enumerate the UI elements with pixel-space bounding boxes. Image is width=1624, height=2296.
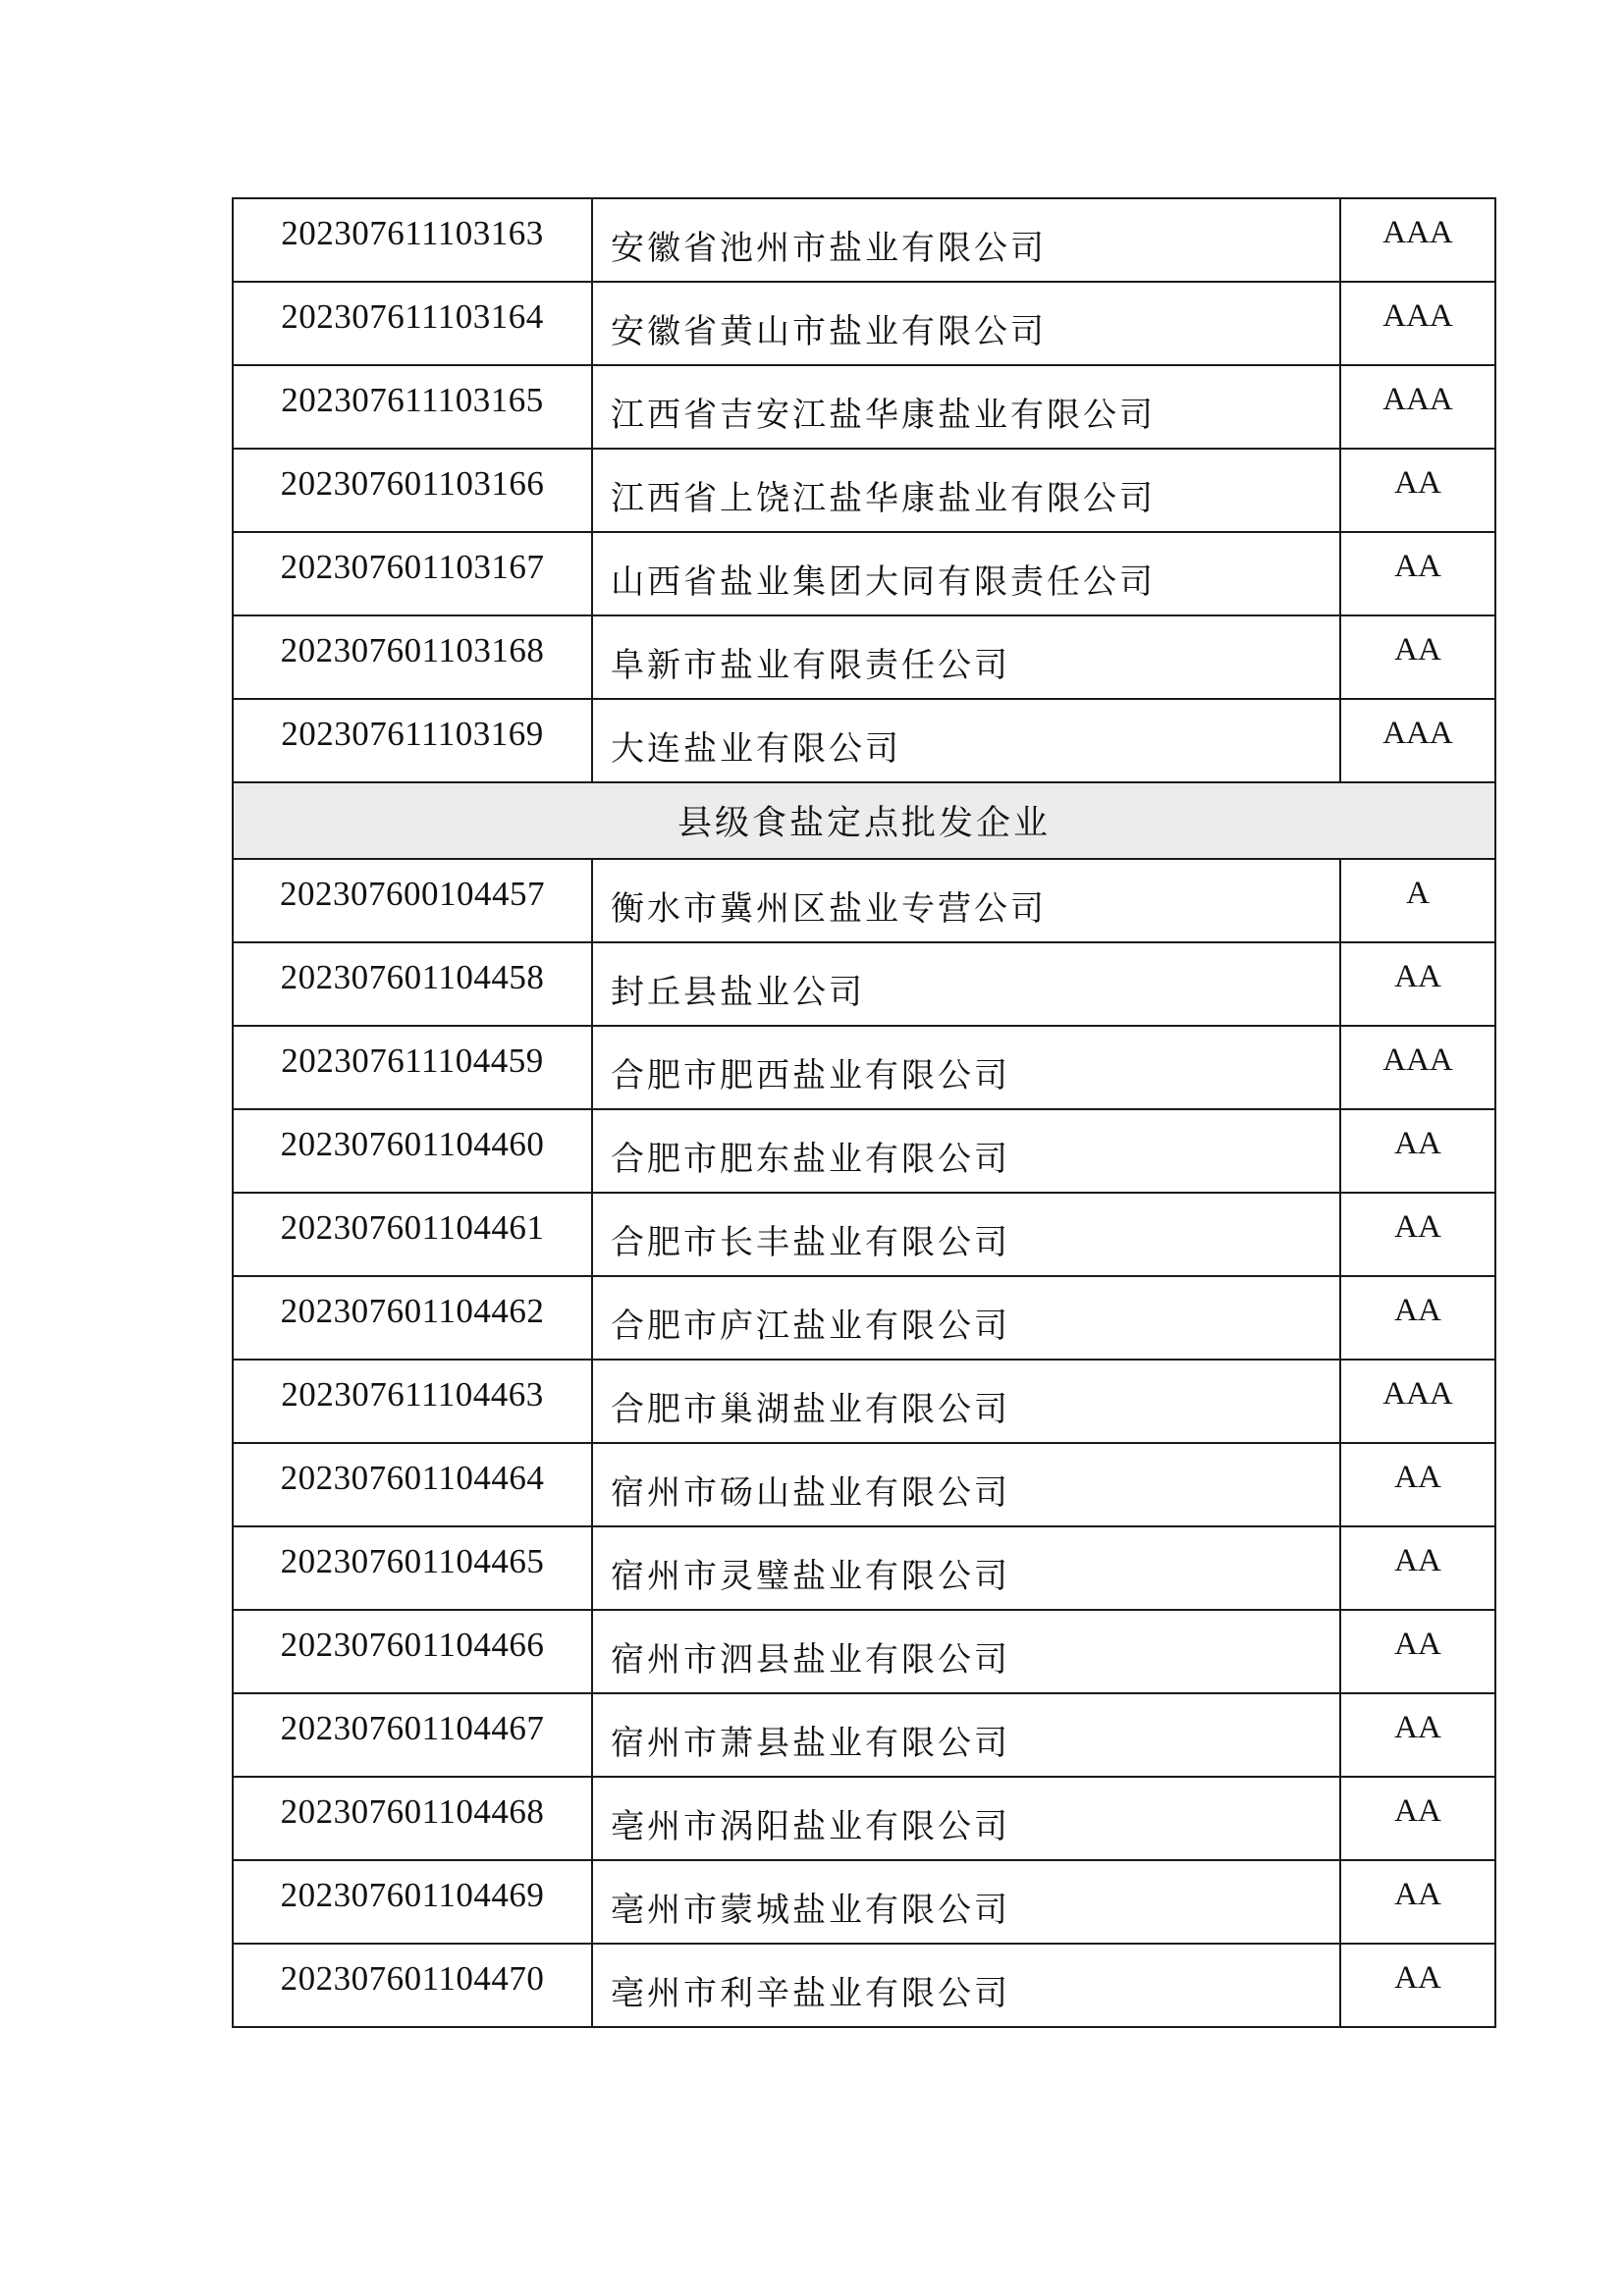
- table-row: [233, 1610, 1495, 1693]
- enterprise-code-cell: 202307601103167: [233, 532, 592, 615]
- enterprise-name-cell: 亳州市涡阳盐业有限公司: [592, 1777, 1340, 1860]
- table-row: [233, 1276, 1495, 1360]
- enterprise-code-cell: 202307601103168: [233, 615, 592, 699]
- table-row: [233, 1777, 1495, 1860]
- credit-grade-cell: AA: [1340, 1610, 1495, 1693]
- credit-grade-cell: AA: [1340, 1109, 1495, 1193]
- enterprise-name-cell: 江西省吉安江盐华康盐业有限公司: [592, 365, 1340, 449]
- enterprise-code-cell: 202307611103165: [233, 365, 592, 449]
- credit-grade-cell: AA: [1340, 1276, 1495, 1360]
- table-row: [233, 1443, 1495, 1526]
- credit-grade-cell: A: [1340, 859, 1495, 942]
- enterprise-code-cell: 202307611103169: [233, 699, 592, 782]
- table-row: [233, 282, 1495, 365]
- section-title: 县级食盐定点批发企业: [233, 782, 1495, 859]
- enterprise-name-cell: 宿州市灵璧盐业有限公司: [592, 1526, 1340, 1610]
- enterprise-name-cell: 亳州市利辛盐业有限公司: [592, 1944, 1340, 2027]
- table-row: [233, 859, 1495, 942]
- table-row: [233, 198, 1495, 282]
- table-row: [233, 942, 1495, 1026]
- credit-grade-cell: AA: [1340, 1693, 1495, 1777]
- credit-grade-cell: AAA: [1340, 1360, 1495, 1443]
- enterprise-name-cell: 合肥市肥西盐业有限公司: [592, 1026, 1340, 1109]
- credit-grade-cell: AA: [1340, 1443, 1495, 1526]
- enterprise-name-cell: 合肥市肥东盐业有限公司: [592, 1109, 1340, 1193]
- enterprise-code-cell: 202307601104460: [233, 1109, 592, 1193]
- credit-grade-cell: AAA: [1340, 1026, 1495, 1109]
- enterprise-code-cell: 202307601104468: [233, 1777, 592, 1860]
- credit-grade-cell: AA: [1340, 942, 1495, 1026]
- enterprise-name-cell: 宿州市砀山盐业有限公司: [592, 1443, 1340, 1526]
- table-row: [233, 1026, 1495, 1109]
- table-row: [233, 1944, 1495, 2027]
- table-row: [233, 699, 1495, 782]
- enterprise-code-cell: 202307611103163: [233, 198, 592, 282]
- table-body: [233, 198, 1495, 2027]
- enterprise-code-cell: 202307601104458: [233, 942, 592, 1026]
- enterprise-name-cell: 合肥市庐江盐业有限公司: [592, 1276, 1340, 1360]
- enterprise-name-cell: 安徽省黄山市盐业有限公司: [592, 282, 1340, 365]
- credit-grade-cell: AA: [1340, 449, 1495, 532]
- table-row: [233, 449, 1495, 532]
- table-row: [233, 1193, 1495, 1276]
- enterprise-code-cell: 202307601103166: [233, 449, 592, 532]
- table-row: [233, 532, 1495, 615]
- section-header-row: [233, 782, 1495, 859]
- enterprise-code-cell: 202307601104461: [233, 1193, 592, 1276]
- enterprise-name-cell: 阜新市盐业有限责任公司: [592, 615, 1340, 699]
- enterprise-name-cell: 亳州市蒙城盐业有限公司: [592, 1860, 1340, 1944]
- enterprise-name-cell: 衡水市冀州区盐业专营公司: [592, 859, 1340, 942]
- credit-grade-cell: AA: [1340, 1526, 1495, 1610]
- enterprise-name-cell: 宿州市萧县盐业有限公司: [592, 1693, 1340, 1777]
- table-row: [233, 365, 1495, 449]
- enterprise-name-cell: 大连盐业有限公司: [592, 699, 1340, 782]
- table-row: [233, 1860, 1495, 1944]
- enterprise-code-cell: 202307601104462: [233, 1276, 592, 1360]
- enterprise-code-cell: 202307601104464: [233, 1443, 592, 1526]
- enterprise-name-cell: 封丘县盐业公司: [592, 942, 1340, 1026]
- table-row: [233, 615, 1495, 699]
- credit-grade-cell: AA: [1340, 615, 1495, 699]
- enterprise-code-cell: 202307611104459: [233, 1026, 592, 1109]
- credit-grade-cell: AA: [1340, 532, 1495, 615]
- enterprise-code-cell: 202307611104463: [233, 1360, 592, 1443]
- credit-grade-cell: AAA: [1340, 198, 1495, 282]
- credit-grade-cell: AAA: [1340, 699, 1495, 782]
- credit-grade-cell: AA: [1340, 1777, 1495, 1860]
- table-row: [233, 1526, 1495, 1610]
- enterprise-code-cell: 202307601104465: [233, 1526, 592, 1610]
- table-row: [233, 1693, 1495, 1777]
- table-row: [233, 1360, 1495, 1443]
- enterprise-code-cell: 202307601104466: [233, 1610, 592, 1693]
- enterprise-code-cell: 202307601104470: [233, 1944, 592, 2027]
- credit-grade-cell: AA: [1340, 1944, 1495, 2027]
- enterprise-code-cell: 202307601104469: [233, 1860, 592, 1944]
- enterprise-name-cell: 山西省盐业集团大同有限责任公司: [592, 532, 1340, 615]
- enterprise-name-cell: 合肥市长丰盐业有限公司: [592, 1193, 1340, 1276]
- table-row: [233, 1109, 1495, 1193]
- credit-grade-cell: AA: [1340, 1193, 1495, 1276]
- enterprise-code-cell: 202307600104457: [233, 859, 592, 942]
- credit-rating-table: [232, 197, 1496, 2028]
- enterprise-name-cell: 合肥市巢湖盐业有限公司: [592, 1360, 1340, 1443]
- credit-grade-cell: AAA: [1340, 282, 1495, 365]
- credit-grade-cell: AAA: [1340, 365, 1495, 449]
- enterprise-name-cell: 宿州市泗县盐业有限公司: [592, 1610, 1340, 1693]
- credit-grade-cell: AA: [1340, 1860, 1495, 1944]
- enterprise-name-cell: 江西省上饶江盐华康盐业有限公司: [592, 449, 1340, 532]
- enterprise-name-cell: 安徽省池州市盐业有限公司: [592, 198, 1340, 282]
- enterprise-code-cell: 202307611103164: [233, 282, 592, 365]
- enterprise-code-cell: 202307601104467: [233, 1693, 592, 1777]
